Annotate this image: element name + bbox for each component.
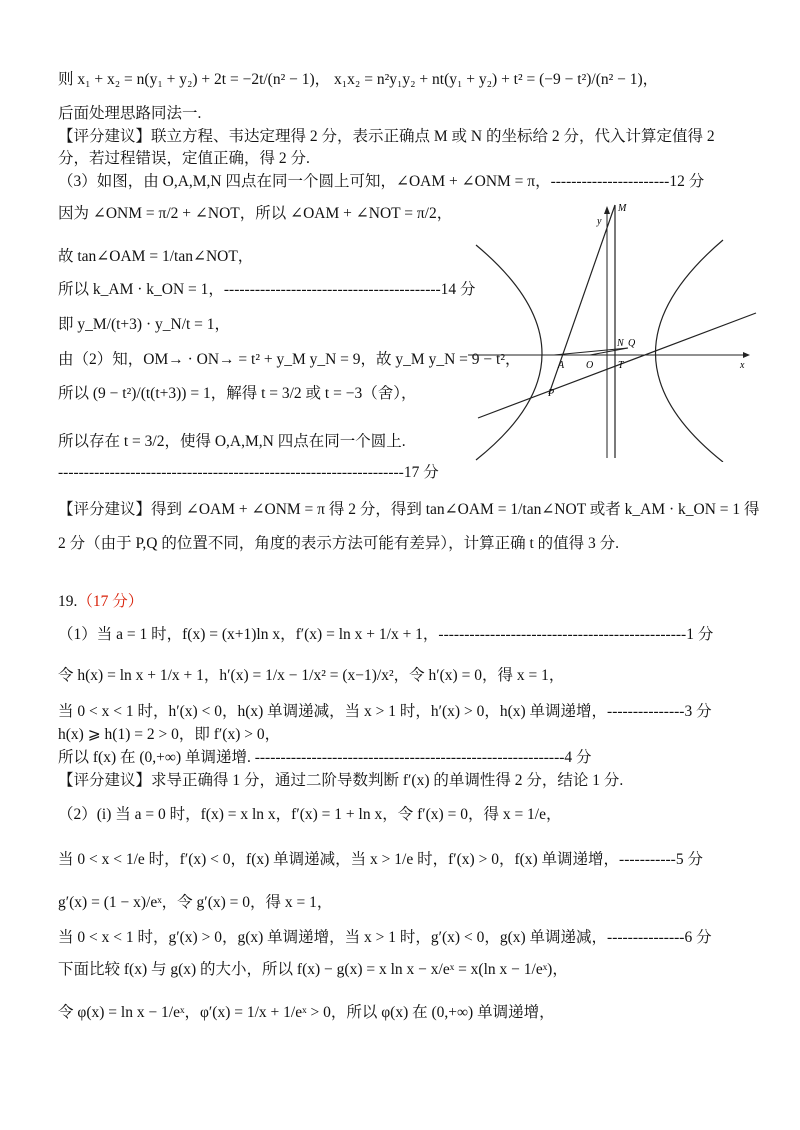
x-axis-arrow (743, 352, 750, 358)
q19-part1-result: 所以 f(x) 在 (0,+∞) 单调递增. ------------------------------------------------------------4 分 (58, 749, 592, 766)
q19-part1-step1: （1）当 a = 1 时，f(x) = (x+1)ln x，f′(x) = ln x + 1/x + 1，------------------------------------------------1 分 (58, 626, 714, 643)
grading-note-1b: 分，若过程错误，定值正确，得 2 分. (58, 150, 310, 167)
label-p: P (548, 388, 555, 399)
q19-part2-step6: 令 φ(x) = ln x − 1/eˣ，φ′(x) = 1/x + 1/eˣ > 0，所以 φ(x) 在 (0,+∞) 单调递增， (58, 1004, 555, 1021)
q19-grading-note: 【评分建议】求导正确得 1 分，通过二阶导数判断 f′(x) 的单调性得 2 分，结论 1 分. (58, 772, 624, 789)
part3-step6: 由（2）知，OM→ · ON→ = t² + y_M y_N = 9，故 y_M y_N = 9 − t²， (58, 351, 521, 368)
label-t: T (618, 360, 624, 371)
eq-sum-product: 则 x₁ + x₂ = n(y₁ + y₂) + 2t = −2t/(n² − 1)， x₁x₂ = n²y₁y₂ + nt(y₁ + y₂) + t² = (−9 − t²)/(n² − 1)， (58, 71, 659, 88)
question-points: （17 分） (77, 593, 144, 610)
part3-step2: 因为 ∠ONM = π/2 + ∠NOT，所以 ∠OAM + ∠NOT = π/2， (58, 205, 453, 222)
grading-note-2b: 2 分（由于 P,Q 的位置不同，角度的表示方法可能有差异），计算正确 t 的值得 3 分. (58, 535, 620, 552)
label-a: A (558, 360, 565, 371)
part3-step1: （3）如图，由 O,A,M,N 四点在同一个圆上可知，∠OAM + ∠ONM = π，-----------------------12 分 (58, 173, 705, 190)
part3-step5: 即 y_M/(t+3) · y_N/t = 1， (58, 316, 231, 333)
q19-part2-step2: 当 0 < x < 1/e 时，f′(x) < 0，f(x) 单调递减，当 x > 1/e 时，f′(x) > 0，f(x) 单调递增，-----------5 分 (58, 851, 703, 868)
grading-note-2a: 【评分建议】得到 ∠OAM + ∠ONM = π 得 2 分，得到 tan∠OAM = 1/tan∠NOT 或者 k_AM · k_ON = 1 得 (58, 501, 760, 518)
label-q: Q (628, 338, 636, 349)
question-number: 19. (58, 593, 78, 610)
q19-part1-step3: 当 0 < x < 1 时，h′(x) < 0，h(x) 单调递减，当 x > 1 时，h′(x) > 0，h(x) 单调递增，---------------3 分 (58, 703, 712, 720)
label-m: M (618, 203, 627, 214)
part3-conclusion: 所以存在 t = 3/2，使得 O,A,M,N 四点在同一个圆上. (58, 433, 406, 450)
q19-part1-step4: h(x) ⩾ h(1) = 2 > 0，即 f′(x) > 0， (58, 726, 281, 743)
follow-method-one: 后面处理思路同法一. (58, 105, 202, 122)
part3-step3: 故 tan∠OAM = 1/tan∠NOT， (58, 248, 254, 265)
grading-note-1a: 【评分建议】联立方程、韦达定理得 2 分，表示正确点 M 或 N 的坐标给 2 分，代入计算定值得 2 (58, 128, 715, 145)
label-n: N (617, 338, 624, 349)
question-19-header (58, 592, 143, 612)
label-y: y (597, 216, 602, 227)
q19-part1-step2: 令 h(x) = ln x + 1/x + 1，h′(x) = 1/x − 1/x² = (x−1)/x²，令 h′(x) = 0，得 x = 1， (58, 667, 565, 684)
score-line-17: -------------------------------------------------------------------17 分 (58, 464, 439, 481)
hyperbola-left-branch (476, 245, 542, 460)
label-x: x (740, 360, 745, 371)
line-pq (478, 313, 756, 418)
y-axis-arrow (604, 206, 610, 214)
q19-part2-step3: g′(x) = (1 − x)/eˣ，令 g′(x) = 0，得 x = 1， (58, 894, 333, 911)
hyperbola-figure (468, 200, 758, 462)
q19-part2-step1: （2）(i) 当 a = 0 时，f(x) = x ln x，f′(x) = 1 + ln x，令 f′(x) = 0，得 x = 1/e， (58, 806, 562, 823)
q19-part2-step4: 当 0 < x < 1 时，g′(x) > 0，g(x) 单调递增，当 x > 1 时，g′(x) < 0，g(x) 单调递减，---------------6 分 (58, 929, 712, 946)
part3-step7: 所以 (9 − t²)/(t(t+3)) = 1，解得 t = 3/2 或 t = −3（舍）， (58, 385, 417, 402)
q19-part2-step5: 下面比较 f(x) 与 g(x) 的大小，所以 f(x) − g(x) = x ln x − x/eˣ = x(ln x − 1/eˣ)， (58, 961, 568, 978)
part3-step4: 所以 k_AM · k_ON = 1，------------------------------------------14 分 (58, 281, 476, 298)
label-o: O (586, 360, 594, 371)
hyperbola-right-branch (656, 240, 724, 462)
